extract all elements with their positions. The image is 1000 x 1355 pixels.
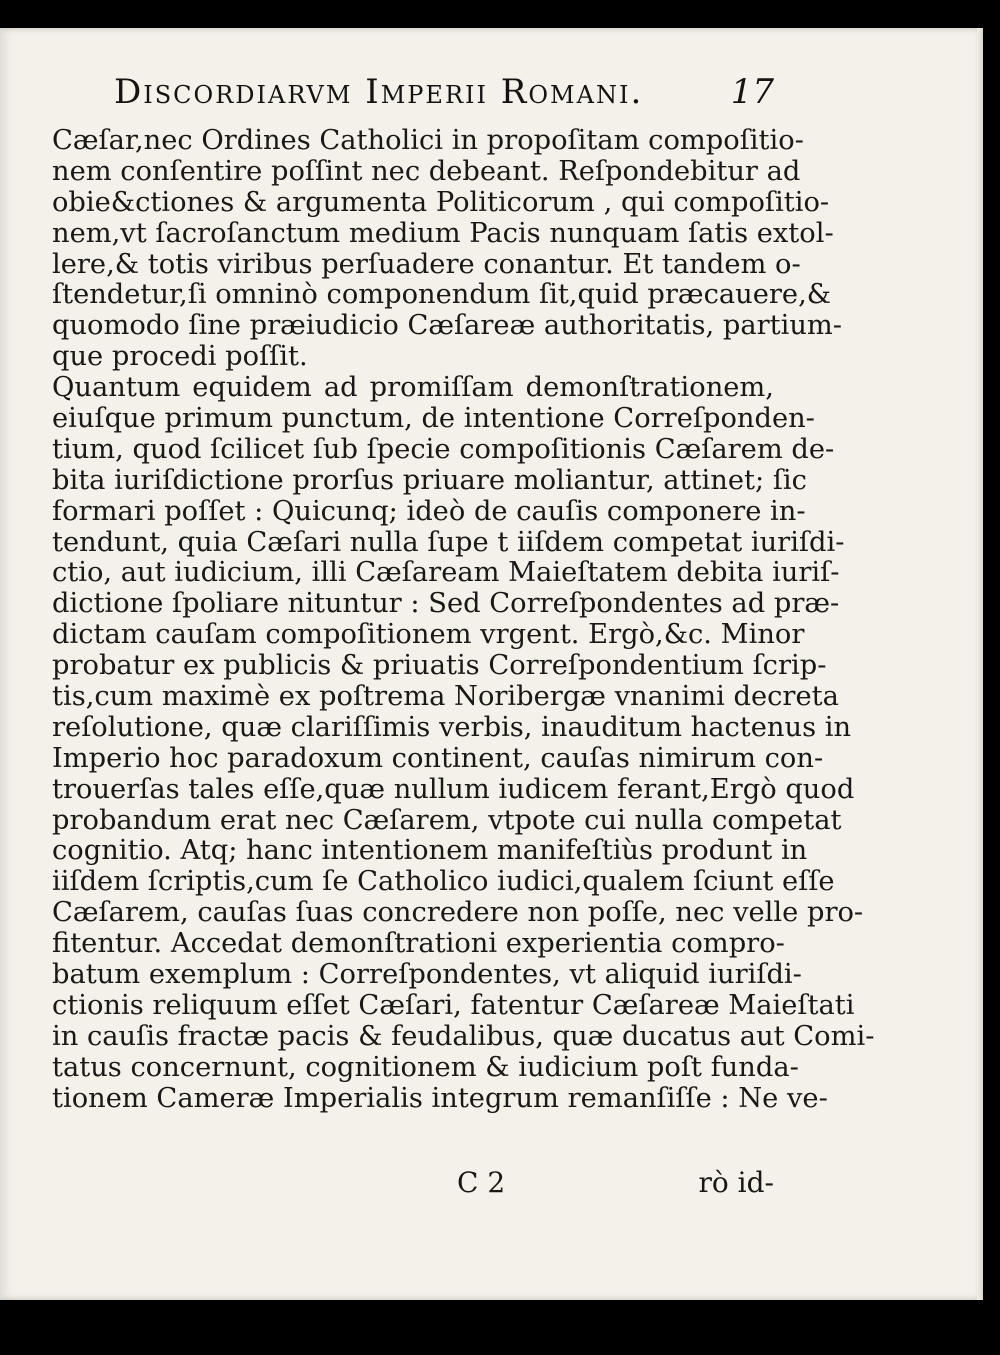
text-line: in cauſis fractæ pacis & feudalibus, quæ ducatus aut Comi- [52,1020,875,1052]
text-line: reſolutione, quæ clariſſimis verbis, inauditum hactenus in [52,711,852,743]
text-line: cognitio. Atq; hanc intentionem manifeſtiùs produnt in [52,835,808,867]
text-line: nem conſentire poſſint nec debeant. Reſpondebitur ad [52,155,801,187]
text-line: que procedi poſſit. [52,341,308,373]
text-line: Cæſarem, cauſas ſuas concredere non poſſe, nec velle pro- [52,897,864,929]
text-line: obie&ctiones & argumenta Politicorum , qui compoſitio- [52,186,830,218]
text-line: nem,vt ſacroſanctum medium Pacis nunquam ſatis extol- [52,217,834,249]
body-text [52,125,875,1115]
text-line: Imperio hoc paradoxum continent, cauſas nimirum con- [52,742,824,774]
text-line: tatus concernunt, cognitionem & iudicium poſt funda- [52,1051,799,1083]
text-line: ſtendetur,ſi omninò componendum ſit,quid præcauere,& [52,279,832,311]
footer-line [52,1166,774,1206]
text-line: quomodo ſine præiudicio Cæſareæ authoritatis, partium- [52,310,843,342]
text-line: tis,cum maximè ex poſtrema Noribergæ vnanimi decreta [52,681,839,713]
text-line: probatur ex publicis & priuatis Correſpondentium ſcrip- [52,650,827,682]
running-head [114,72,774,122]
catchword: rò id- [698,1166,774,1199]
text-line: fitentur. Accedat demonſtrationi experientia compro- [52,928,785,960]
page-edge-shadow [977,28,983,1300]
text-line: formari poſſet : Quicunq; ideò de cauſis componere in- [52,495,806,527]
signature-mark: C 2 [457,1166,506,1199]
text-line: dictione ſpoliare nituntur : Sed Correſpondentes ad præ- [52,588,840,620]
text-line: dictam cauſam compoſitionem vrgent. Ergò,&c. Minor [52,619,805,651]
text-line: trouerſas tales eſſe,quæ nullum iudicem ferant,Ergò quod [52,773,855,805]
text-line: batum exemplum : Correſpondentes, vt aliquid iuriſdi- [52,959,802,991]
book-page [0,28,983,1300]
text-line: tium, quod ſcilicet ſub ſpecie compoſitionis Cæſarem de- [52,433,835,465]
text-line: eiuſque primum punctum, de intentione Correſponden- [52,403,815,435]
text-line: Cæſar,nec Ordines Catholici in propoſitam compoſitio- [52,125,804,156]
text-line: bita iuriſdictione prorſus priuare moliantur, attinet; ſic [52,464,807,496]
page-number: 17 [730,72,774,112]
running-head-title: Discordiarvm Imperii Romani. [114,72,644,112]
text-line: ctionis reliquum eſſet Cæſari, fatentur Cæſareæ Maieſtati [52,989,855,1021]
paragraph-start-line: Quantum equidem ad promiſſam demonſtrationem, [52,372,774,404]
text-line: probandum erat nec Cæſarem, vtpote cui nulla competat [52,804,842,836]
text-line: ctio, aut iudicium, illi Cæſaream Maieſtatem debita iuriſ- [52,557,840,589]
text-line: lere,& totis viribus perſuadere conantur. Et tandem o- [52,248,801,280]
text-line: iiſdem ſcriptis,cum ſe Catholico iudici,qualem ſciunt eſſe [52,866,835,898]
text-line: tionem Cameræ Imperialis integrum remanſiſſe : Ne ve- [52,1082,828,1114]
text-line: tendunt, quia Cæſari nulla ſupe t iiſdem competat iuriſdi- [52,526,845,558]
